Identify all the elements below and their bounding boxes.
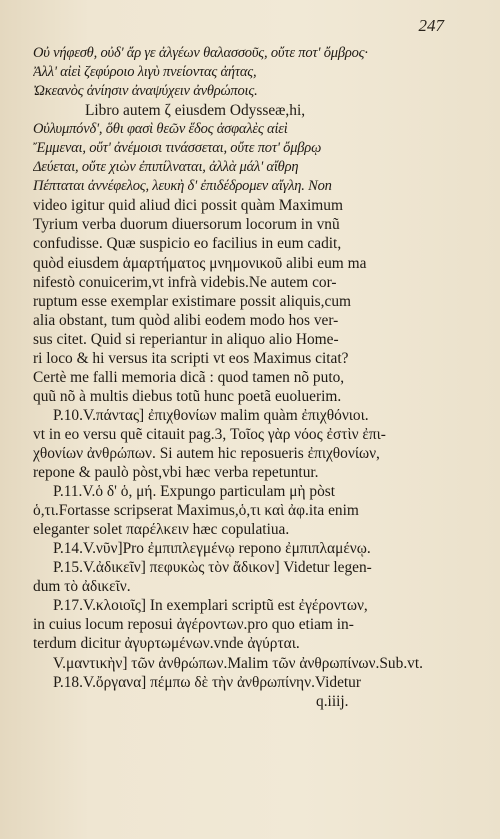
text-line: Οὐλυμπόνδ', ὅθι φασὶ θεῶν ἕδος ἀσφαλὲς αἰεὶ (33, 121, 288, 138)
text-line: ὁ,τι.Fortasse scripserat Maximus,ὁ,τι καὶ ἀφ.ita enim (33, 502, 359, 520)
page-number: 247 (418, 16, 444, 35)
text-line: Tyrium verba duorum diuersorum locorum in vnũ (33, 216, 340, 234)
text-line: in cuius locum reposui ἀγέροντων.pro quo etiam in- (33, 616, 354, 634)
text-line: P.10.V.πάντας] ἐπιχθονίων malim quàm ἐπιχθόνιοι. (53, 406, 369, 424)
text-line: eleganter solet παρέλκειν hæc copulatiua. (33, 521, 290, 539)
text-line: quũ nõ à multis diebus totũ hunc poetã euoluerim. (33, 387, 342, 405)
text-line: alia obstant, tum quòd alibi eodem modo hos ver- (33, 311, 339, 329)
text-line: sus citet. Quid si reperiantur in aliquo alio Home- (33, 330, 339, 348)
text-line: terdum dicitur ἀγυρτωμένων.vnde ἀγύρται. (33, 635, 300, 653)
text-line: P.11.V.ὁ δ' ὁ, μή. Expungo particulam μὴ pòst (53, 483, 336, 501)
text-line: Ἀλλ' αἰεὶ ζεφύροιο λιγὺ πνείοντας ἀήτας, (33, 64, 257, 81)
text-line: P.18.V.ὄργανα] πέμπω δὲ τὴν ἀνθρωπίνην.Videtur (53, 673, 362, 691)
text-line: P.15.V.ἀδικεῖν] πεφυκὼς τὸν ἄδικον] Videtur legen- (53, 559, 372, 577)
page-text (33, 44, 433, 711)
text-line: Οὐ νήφεσθ, οὐδ' ἄρ γε ἀλγέων θαλασσοῦς, οὔτε ποτ' ὄμβρος· (33, 45, 368, 61)
text-line: repone & paulò pòst,vbi hæc verba repetuntur. (33, 464, 319, 482)
text-line: ruptum esse exemplar existimare possit aliquis,cum (33, 292, 352, 310)
text-line: χθονίων ἀνθρώπων. Si autem hic reposueris ἐπιχθονίων, (33, 444, 380, 462)
text-line: Πέπταται ἀννέφελος, λευκὴ δ' ἐπιδέδρομεν αἴγλη. Non (33, 178, 332, 195)
text-line: quòd eiusdem ἁμαρτήματος μνημονικοῦ alibi eum ma (33, 254, 367, 272)
text-line: video igitur quid aliud dici possit quàm Maximum (33, 197, 343, 215)
text-line: Ἔμμεναι, οὔτ' ἀνέμοισι τινάσσεται, οὔτε ποτ' ὄμβρῳ (33, 140, 322, 157)
text-line: Certè me falli memoria dicã : quod tamen nõ puto, (33, 368, 345, 386)
text-line: Libro autem ζ eiusdem Odysseæ,hi, (85, 102, 306, 120)
text-line: dum τὸ ἀδικεῖν. (33, 578, 131, 596)
text-line: confudisse. Quæ suspicio eo facilius in eum cadit, (33, 235, 342, 253)
text-line: q.iiij. (316, 692, 349, 710)
text-line: ri loco & hi versus ita scripti vt eos Maximus citat? (33, 349, 349, 367)
text-line: Ὠκεανὸς ἀνίησιν ἀναψύχειν ἀνθρώποις. (33, 83, 258, 100)
text-line: P.14.V.νῦν]Pro ἐμπιπλεγμένῳ repono ἐμπιπλαμένῳ. (53, 540, 371, 558)
text-line: V.μαντικὴν] τῶν ἀνθρώπων.Malim τῶν ἀνθρωπίνων.Sub.vt. (53, 654, 423, 672)
text-line: Δεύεται, οὔτε χιὼν ἐπιπίλναται, ἀλλὰ μάλ' αἴθρη (33, 159, 299, 176)
text-line: P.17.V.κλοιοῖς] In exemplari scriptũ est ἐγέροντων, (53, 597, 368, 615)
text-line: nifestò conuicerim,vt infrà videbis.Ne autem cor- (33, 273, 337, 291)
text-line: vt in eo versu quẽ citauit pag.3, Τοῖος γὰρ νόος ἐστὶν ἐπι- (33, 425, 386, 443)
